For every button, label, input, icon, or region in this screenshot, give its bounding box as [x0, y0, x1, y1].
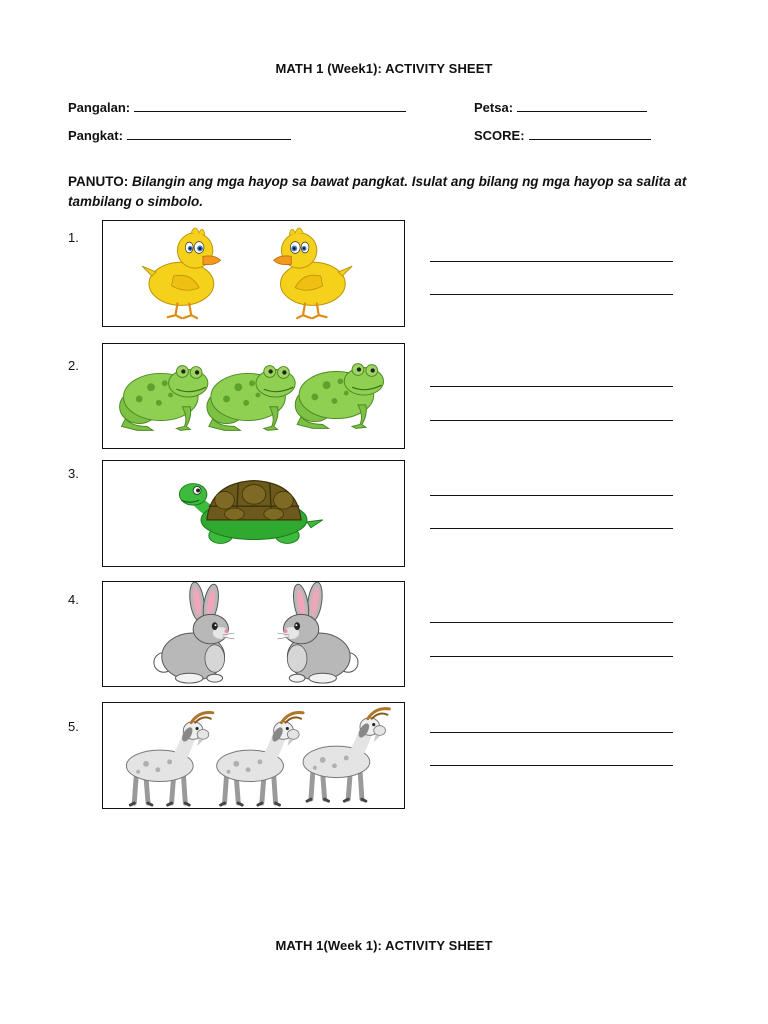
name-blank[interactable] [134, 98, 406, 112]
item-number-5: 5. [68, 719, 79, 734]
goat-group [103, 703, 404, 808]
answer-line-2-number[interactable] [430, 420, 673, 421]
name-field [68, 98, 406, 115]
goat-icon [303, 709, 389, 802]
answer-line-1-word[interactable] [430, 261, 673, 262]
frog-group [103, 344, 404, 448]
turtle-group [103, 461, 404, 566]
item-box-rabbits [102, 581, 405, 687]
goat-icon [126, 713, 212, 806]
item-number-4: 4. [68, 592, 79, 607]
turtle-icon [179, 481, 322, 544]
item-box-ducks [102, 220, 405, 327]
answer-line-4-word[interactable] [430, 622, 673, 623]
frog-icon [295, 364, 383, 429]
date-blank[interactable] [517, 98, 647, 112]
rabbit-icon [278, 582, 358, 683]
page-title: MATH 1 (Week1): ACTIVITY SHEET [275, 61, 493, 76]
item-number-2: 2. [68, 358, 79, 373]
date-field [474, 98, 647, 115]
instructions-lead: PANUTO: [68, 174, 129, 189]
rabbit-group [103, 582, 404, 686]
item-box-frogs [102, 343, 405, 449]
instructions [68, 172, 708, 212]
answer-line-3-word[interactable] [430, 495, 673, 496]
score-blank[interactable] [529, 126, 651, 140]
group-field [68, 126, 291, 143]
answer-line-1-number[interactable] [430, 294, 673, 295]
answer-line-3-number[interactable] [430, 528, 673, 529]
frog-icon [120, 366, 208, 431]
score-label: SCORE: [474, 128, 525, 143]
goat-icon [217, 713, 303, 806]
duck-group [103, 221, 404, 326]
group-blank[interactable] [127, 126, 291, 140]
item-number-3: 3. [68, 466, 79, 481]
date-label: Petsa: [474, 100, 514, 115]
item-box-turtle [102, 460, 405, 567]
item-number-1: 1. [68, 230, 79, 245]
duck-icon [274, 228, 353, 318]
answer-line-4-number[interactable] [430, 656, 673, 657]
footer-title: MATH 1(Week 1): ACTIVITY SHEET [275, 938, 493, 953]
answer-line-2-word[interactable] [430, 386, 673, 387]
instructions-text: Bilangin ang mga hayop sa bawat pangkat. Isulat ang bilang ng mga hayop sa salita at tambilang o simbolo. [68, 174, 687, 209]
group-label: Pangkat: [68, 128, 123, 143]
name-label: Pangalan: [68, 100, 131, 115]
item-box-goats [102, 702, 405, 809]
score-field [474, 126, 651, 143]
answer-line-5-number[interactable] [430, 765, 673, 766]
duck-icon [142, 228, 221, 318]
rabbit-icon [154, 582, 234, 683]
answer-line-5-word[interactable] [430, 732, 673, 733]
frog-icon [207, 366, 295, 431]
